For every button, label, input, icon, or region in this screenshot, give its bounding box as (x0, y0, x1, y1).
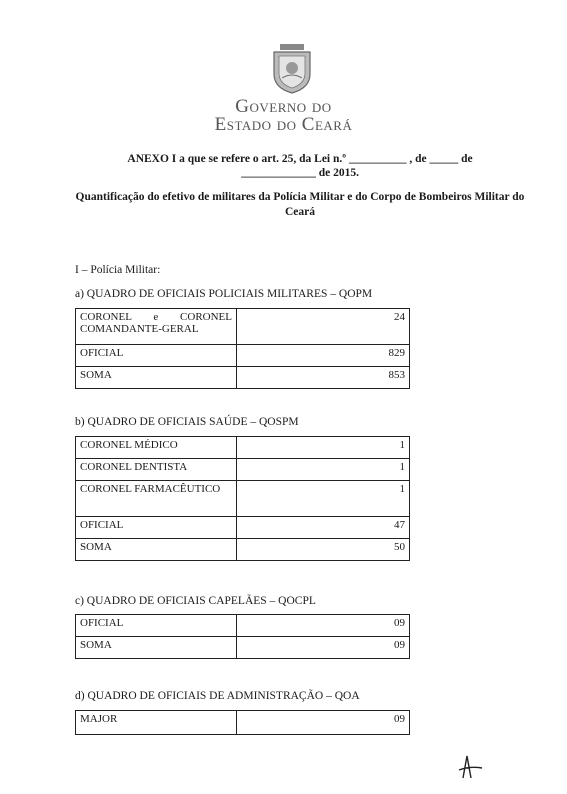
table-qocpl (75, 614, 410, 659)
section-title: I – Polícia Militar: (75, 264, 161, 276)
row-label: SOMA (76, 367, 237, 389)
row-value: 09 (237, 711, 410, 735)
table-heading-qospm: b) QUADRO DE OFICIAIS SAÚDE – QOSPM (75, 416, 299, 428)
table-qoa (75, 710, 410, 735)
row-value: 09 (237, 615, 410, 637)
table-heading-qopm: a) QUADRO DE OFICIAIS POLICIAIS MILITARES – QOPM (75, 288, 373, 300)
row-label: CORONEL MÉDICO (76, 437, 237, 459)
table-qopm (75, 308, 410, 389)
row-label: CORONEL FARMACÊUTICO (76, 481, 237, 517)
row-value: 1 (237, 459, 410, 481)
table-heading-qoa: d) QUADRO DE OFICIAIS DE ADMINISTRAÇÃO – QOA (75, 690, 360, 702)
table-row (76, 615, 410, 637)
row-label: MAJOR (76, 711, 237, 735)
table-qospm (75, 436, 410, 561)
table-row (76, 711, 410, 735)
annex-line1: ANEXO I a que se refere o art. 25, da Lei n.º __________ , de _____ de (127, 153, 473, 165)
table-row (76, 637, 410, 659)
row-value: 09 (237, 637, 410, 659)
table-heading-qocpl: c) QUADRO DE OFICIAIS CAPELÃES – QOCPL (75, 595, 316, 607)
row-value: 829 (237, 345, 410, 367)
row-value: 1 (237, 481, 410, 517)
table-row (76, 309, 410, 345)
table-row (76, 367, 410, 389)
annex-line2: _____________ de 2015. (241, 167, 359, 179)
table-row (76, 345, 410, 367)
row-label: CORONEL e CORONEL COMANDANTE-GERAL (76, 309, 237, 345)
table-row (76, 539, 410, 561)
row-value: 47 (237, 517, 410, 539)
row-label: CORONEL DENTISTA (76, 459, 237, 481)
handwritten-initial-icon (455, 752, 485, 782)
table-row (76, 459, 410, 481)
row-value: 853 (237, 367, 410, 389)
row-label: SOMA (76, 539, 237, 561)
row-value: 50 (237, 539, 410, 561)
row-label: OFICIAL (76, 615, 237, 637)
org-name-line1: Governo do (235, 96, 332, 117)
org-name-line2: Estado do Ceará (214, 114, 353, 135)
table-row (76, 517, 410, 539)
row-label: OFICIAL (76, 345, 237, 367)
row-label: SOMA (76, 637, 237, 659)
table-row (76, 481, 410, 517)
state-coat-of-arms-icon (270, 44, 314, 94)
table-row (76, 437, 410, 459)
row-value: 1 (237, 437, 410, 459)
row-label: OFICIAL (76, 517, 237, 539)
row-value: 24 (237, 309, 410, 345)
document-title: Quantificação do efetivo de militares da Polícia Militar e do Corpo de Bombeiros Militar do Ceará (75, 191, 525, 218)
